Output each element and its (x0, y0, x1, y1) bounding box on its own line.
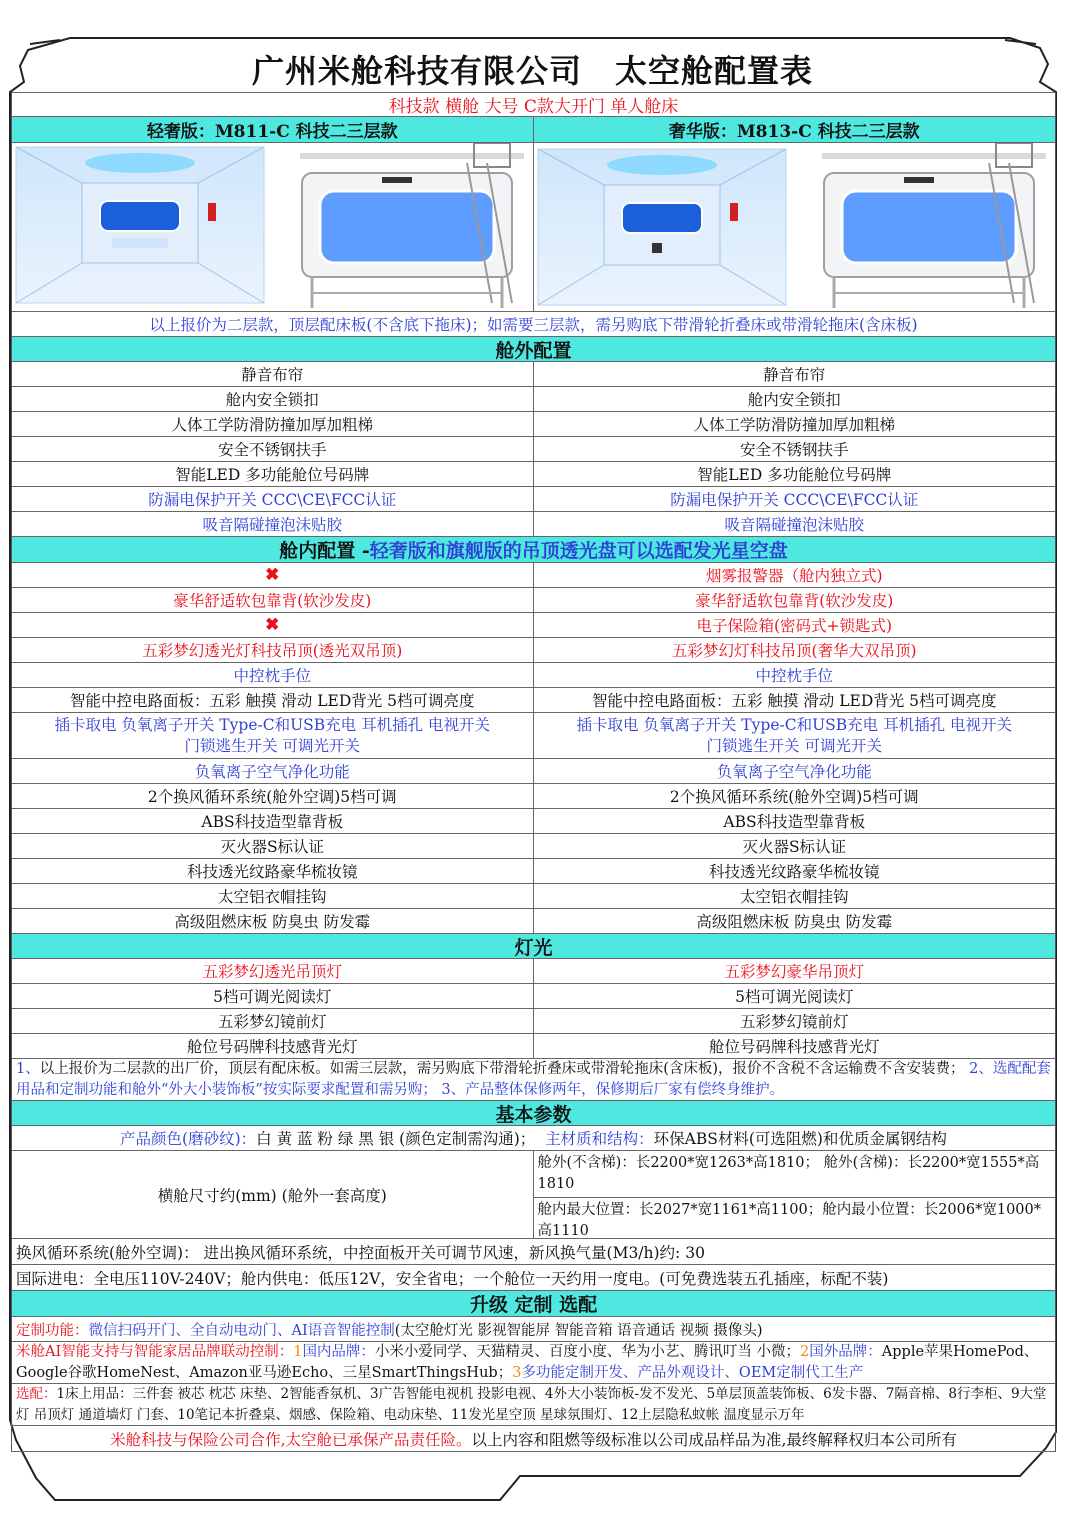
interior-row (12, 784, 1055, 809)
light-cell-light: 舱位号码牌科技感背光灯 (12, 1034, 534, 1058)
interior-cell-light: 2个换风循环系统(舱外空调)5档可调 (12, 784, 534, 808)
product-images-left (12, 143, 534, 311)
smart-domestic-label: 国内品牌： (302, 1343, 375, 1360)
interior-cell-light: 五彩梦幻透光灯科技吊顶(透光双吊顶) (12, 638, 534, 662)
smart-oem-text: 多功能定制开发、产品外观设计、OEM定制代工生产 (521, 1364, 864, 1381)
interior-rows (12, 563, 1055, 713)
exterior-row (12, 512, 1055, 537)
note-number-2: 2、 (964, 1060, 993, 1077)
switch-line-2: 门锁逃生开关 可调光开关 (184, 736, 360, 755)
light-section-header: 灯光 (12, 934, 1055, 959)
interior-cell-light: ABS科技造型靠背板 (12, 809, 534, 833)
interior-cell-luxury: 智能中控电路面板：五彩 触摸 滑动 LED背光 5档可调亮度 (591, 692, 997, 710)
light-cell-luxury: 舱位号码牌科技感背光灯 (708, 1038, 880, 1056)
notes-paragraph (12, 1059, 1055, 1101)
exterior-row (12, 362, 1055, 387)
price-note: 以上报价为二层款，顶层配床板(不含底下拖床)；如需要三层款，需另购底下带滑轮折叠床或带滑轮拖床(含床板) (12, 312, 1055, 337)
exterior-cell-light: 人体工学防滑防撞加厚加粗梯 (12, 412, 534, 436)
exterior-cell-light: 安全不锈钢扶手 (12, 437, 534, 461)
exterior-cell-luxury: 安全不锈钢扶手 (739, 441, 849, 459)
interior-cell-light: 智能中控电路面板：五彩 触摸 滑动 LED背光 5档可调亮度 (12, 688, 534, 712)
interior-cell-light: 太空铝衣帽挂钩 (12, 884, 534, 908)
size-row (12, 1151, 1055, 1239)
options-label: 选配： (16, 1385, 57, 1402)
interior-row (12, 759, 1055, 784)
exterior-row (12, 387, 1055, 412)
interior-cell-luxury: 豪华舒适软包靠背(软沙发皮) (695, 592, 894, 610)
light-cell-light: 5档可调光阅读灯 (12, 984, 534, 1008)
exterior-row (12, 412, 1055, 437)
power-row: 国际进电：全电压110V-240V；舱内供电：低压12V，安全省电；一个舱位一天约用一度电。(可免费选装五孔插座，标配不装) (12, 1265, 1055, 1291)
light-row (12, 1034, 1055, 1059)
custom-label: 定制功能： (16, 1322, 89, 1339)
options-paragraph (12, 1384, 1055, 1426)
exterior-cell-luxury: 舱内安全锁扣 (747, 391, 841, 409)
interior-row (12, 909, 1055, 934)
version-header (12, 117, 1055, 143)
footer-row (12, 1426, 1055, 1452)
exterior-cell-luxury: 防漏电保护开关 CCC\CE\FCC认证 (670, 491, 919, 509)
smart-foreign-label: 国外品牌： (809, 1343, 882, 1360)
exterior-cell-luxury: 吸音隔碰撞泡沫贴胶 (724, 516, 864, 534)
light-row (12, 984, 1055, 1009)
ventilation-row: 换风循环系统(舱外空调)： 进出换风循环系统，中控面板开关可调节风速，新风换气量(M3/h)约: 30 (12, 1239, 1055, 1265)
color-material-row (12, 1126, 1055, 1151)
size-outer: 舱外(不含梯)：长2200*宽1263*高1810； 舱外(含梯)：长2200*宽1555*高1810 (534, 1151, 1056, 1198)
document-title: 广州米舱科技有限公司 太空舱配置表 (251, 52, 813, 90)
bunk-capsule-image (292, 143, 532, 311)
interior-row (12, 884, 1055, 909)
exterior-cell-luxury: 静音布帘 (763, 366, 826, 384)
exterior-cell-light: 静音布帘 (12, 362, 534, 386)
interior-cell-light: 高级阻燃床板 防臭虫 防发霉 (12, 909, 534, 933)
switch-line-2: 门锁逃生开关 可调光开关 (706, 736, 882, 755)
interior-cell-luxury: 科技透光纹路豪华梳妆镜 (708, 863, 880, 881)
interior-row (12, 638, 1055, 663)
note-text-1: 以上报价为二层款的出厂价，顶层有配床板。如需三层款，需另购底下带滑轮折叠床或带滑轮拖床(含床板)，报价不含税不含运输费不含安装费； (39, 1060, 965, 1077)
interior-cell-luxury: 灭火器S标认证 (742, 838, 847, 856)
exterior-row (12, 487, 1055, 512)
note-text-2: 选配配套用品和定制功能和舱外“外大小装饰板”按实际要求配置和需另购； (16, 1060, 1051, 1098)
interior-cell-luxury: 烟雾报警器（舱内独立式) (705, 567, 883, 585)
interior-cell-luxury: 中控枕手位 (755, 667, 833, 685)
interior-cell-luxury: 高级阻燃床板 防臭虫 防发霉 (696, 913, 893, 931)
interior-cell-luxury: ABS科技造型靠背板 (723, 813, 866, 831)
note-text-3: 产品整体保修两年，保修期后厂家有偿终身维护。 (465, 1081, 785, 1098)
light-cell-light: 五彩梦幻镜前灯 (12, 1009, 534, 1033)
smart-paragraph (12, 1342, 1055, 1384)
exterior-rows (12, 362, 1055, 537)
upgrade-section-header: 升级 定制 选配 (12, 1291, 1055, 1317)
interior-cell-luxury: 2个换风循环系统(舱外空调)5档可调 (669, 788, 919, 806)
exterior-cell-light: 智能LED 多功能舱位号码牌 (12, 462, 534, 486)
exterior-section-header: 舱外配置 (12, 337, 1055, 362)
basic-section-header: 基本参数 (12, 1101, 1055, 1126)
interior-row (12, 588, 1055, 613)
smart-domestic-text: 小米小爱同学、天猫精灵、百度小度、华为小艺、腾讯叮当 小微； (374, 1343, 801, 1360)
light-cell-luxury: 五彩梦幻镜前灯 (739, 1013, 849, 1031)
interior-cell-luxury: 太空铝衣帽挂钩 (739, 888, 849, 906)
note-number-1: 1、 (16, 1060, 40, 1077)
smart-num-3: 3 (512, 1364, 522, 1381)
options-row (12, 1384, 1055, 1426)
interior-cell-light: 负氧离子空气净化功能 (12, 759, 534, 783)
size-label: 横舱尺寸约(mm) (舱外一套高度) (12, 1151, 534, 1238)
interior-row (12, 663, 1055, 688)
light-row (12, 959, 1055, 984)
smart-label: 米舱AI智能支持与智能家居品牌联动控制： (16, 1343, 294, 1360)
interior-rows-2 (12, 759, 1055, 934)
switch-cell-left (12, 713, 534, 758)
subtitle: 科技款 横舱 大号 C款大开门 单人舱床 (12, 92, 1055, 117)
footer-disclaimer: 以上内容和阻燃等级标准以公司成品样品为准,最终解释权归本公司所有 (471, 1430, 957, 1449)
interior-row (12, 809, 1055, 834)
exterior-row (12, 462, 1055, 487)
switch-line-1: 插卡取电 负氧离子开关 Type-C和USB充电 耳机插孔 电视开关 (54, 715, 491, 734)
material-label: 主材质和结构： (545, 1130, 654, 1148)
interior-cell-light: 豪华舒适软包靠背(软沙发皮) (12, 588, 534, 612)
smart-foreign-text: Apple苹果HomePod、Google谷歌HomeNest、Amazon亚马逊Echo、三星SmartThingsHub； (16, 1343, 1039, 1381)
interior-row (12, 859, 1055, 884)
light-rows (12, 959, 1055, 1059)
footer-insurance: 米舱科技与保险公司合作,太空舱已承保产品责任险。 (110, 1430, 472, 1449)
light-row (12, 1009, 1055, 1034)
custom-row (12, 1317, 1055, 1342)
product-images (12, 143, 1055, 312)
interior-switch-row (12, 713, 1055, 759)
interior-row (12, 563, 1055, 588)
exterior-cell-light: 吸音隔碰撞泡沫贴胶 (12, 512, 534, 536)
color-label: 产品颜色(磨砂纹)： (120, 1130, 257, 1148)
interior-section-header (12, 537, 1055, 563)
version-left: 轻奢版：M811-C 科技二三层款 (12, 117, 534, 142)
interior-row (12, 834, 1055, 859)
material-value: 环保ABS材料(可选阻燃)和优质金属钢结构 (653, 1130, 947, 1148)
light-cell-luxury: 5档可调光阅读灯 (735, 988, 854, 1006)
custom-extra: (太空舱灯光 影视智能屏 智能音箱 语音通话 视频 摄像头) (394, 1322, 763, 1339)
exterior-cell-luxury: 智能LED 多功能舱位号码牌 (697, 466, 892, 484)
product-images-right (534, 143, 1056, 311)
interior-cell-luxury: 五彩梦幻灯科技吊顶(奢华大双吊顶) (671, 642, 917, 660)
exterior-cell-light: 防漏电保护开关 CCC\CE\FCC认证 (12, 487, 534, 511)
interior-header-title: 舱内配置 - (279, 540, 370, 562)
exterior-cell-light: 舱内安全锁扣 (12, 387, 534, 411)
version-right: 奢华版：M813-C 科技二三层款 (668, 122, 920, 142)
not-included-icon: ✖ (12, 563, 534, 587)
switch-cell-right (534, 713, 1056, 758)
smart-num-2: 2 (800, 1343, 810, 1360)
notes-row (12, 1059, 1055, 1101)
note-number-3: 3、 (436, 1081, 466, 1098)
interior-cell-light: 科技透光纹路豪华梳妆镜 (12, 859, 534, 883)
exterior-row (12, 437, 1055, 462)
smart-row (12, 1342, 1055, 1384)
options-text: 1床上用品：三件套 被芯 枕芯 床垫、2智能香氛机、3广告智能电视机 投影电视、4外大小装饰板-发不发光、5单层顶盖装饰板、6发卡器、7隔音棉、8行李柜、9大堂灯 吊顶灯 通道墙灯 门套、10笔记本折叠桌、烟感、保险箱、电动床垫、11发光星空顶 星球氛围灯、12上层隐私蚊帐 温度显示万年 (16, 1385, 1047, 1423)
custom-features: 微信扫码开门、全自动电动门、AI语音智能控制 (88, 1322, 395, 1339)
exterior-cell-luxury: 人体工学防滑防撞加厚加粗梯 (693, 416, 895, 434)
size-values (534, 1151, 1056, 1238)
interior-cell-luxury: 电子保险箱(密码式+锁匙式) (696, 617, 893, 635)
bunk-capsule-image-luxury (814, 143, 1054, 311)
light-cell-luxury: 五彩梦幻豪华吊顶灯 (724, 963, 864, 981)
interior-row (12, 688, 1055, 713)
interior-row (12, 613, 1055, 638)
switch-line-1: 插卡取电 负氧离子开关 Type-C和USB充电 耳机插孔 电视开关 (576, 715, 1013, 734)
interior-header-note: 轻奢版和旗舰版的吊顶透光盘可以选配发光星空盘 (369, 540, 788, 562)
color-value: 白 黄 蓝 粉 绿 黑 银 (颜色定制需沟通)； (256, 1130, 536, 1148)
light-cell-light: 五彩梦幻透光吊顶灯 (12, 959, 534, 983)
interior-cell-luxury: 负氧离子空气净化功能 (716, 763, 872, 781)
config-sheet (11, 92, 1056, 1452)
smart-num-1: 1 (293, 1343, 303, 1360)
size-inner: 舱内最大位置：长2027*宽1161*高1100；舱内最小位置：长2006*宽1000*高1110 (537, 1202, 1042, 1239)
interior-cell-light: 中控枕手位 (12, 663, 534, 687)
interior-cell-light: 灭火器S标认证 (12, 834, 534, 858)
not-included-icon: ✖ (12, 613, 534, 637)
